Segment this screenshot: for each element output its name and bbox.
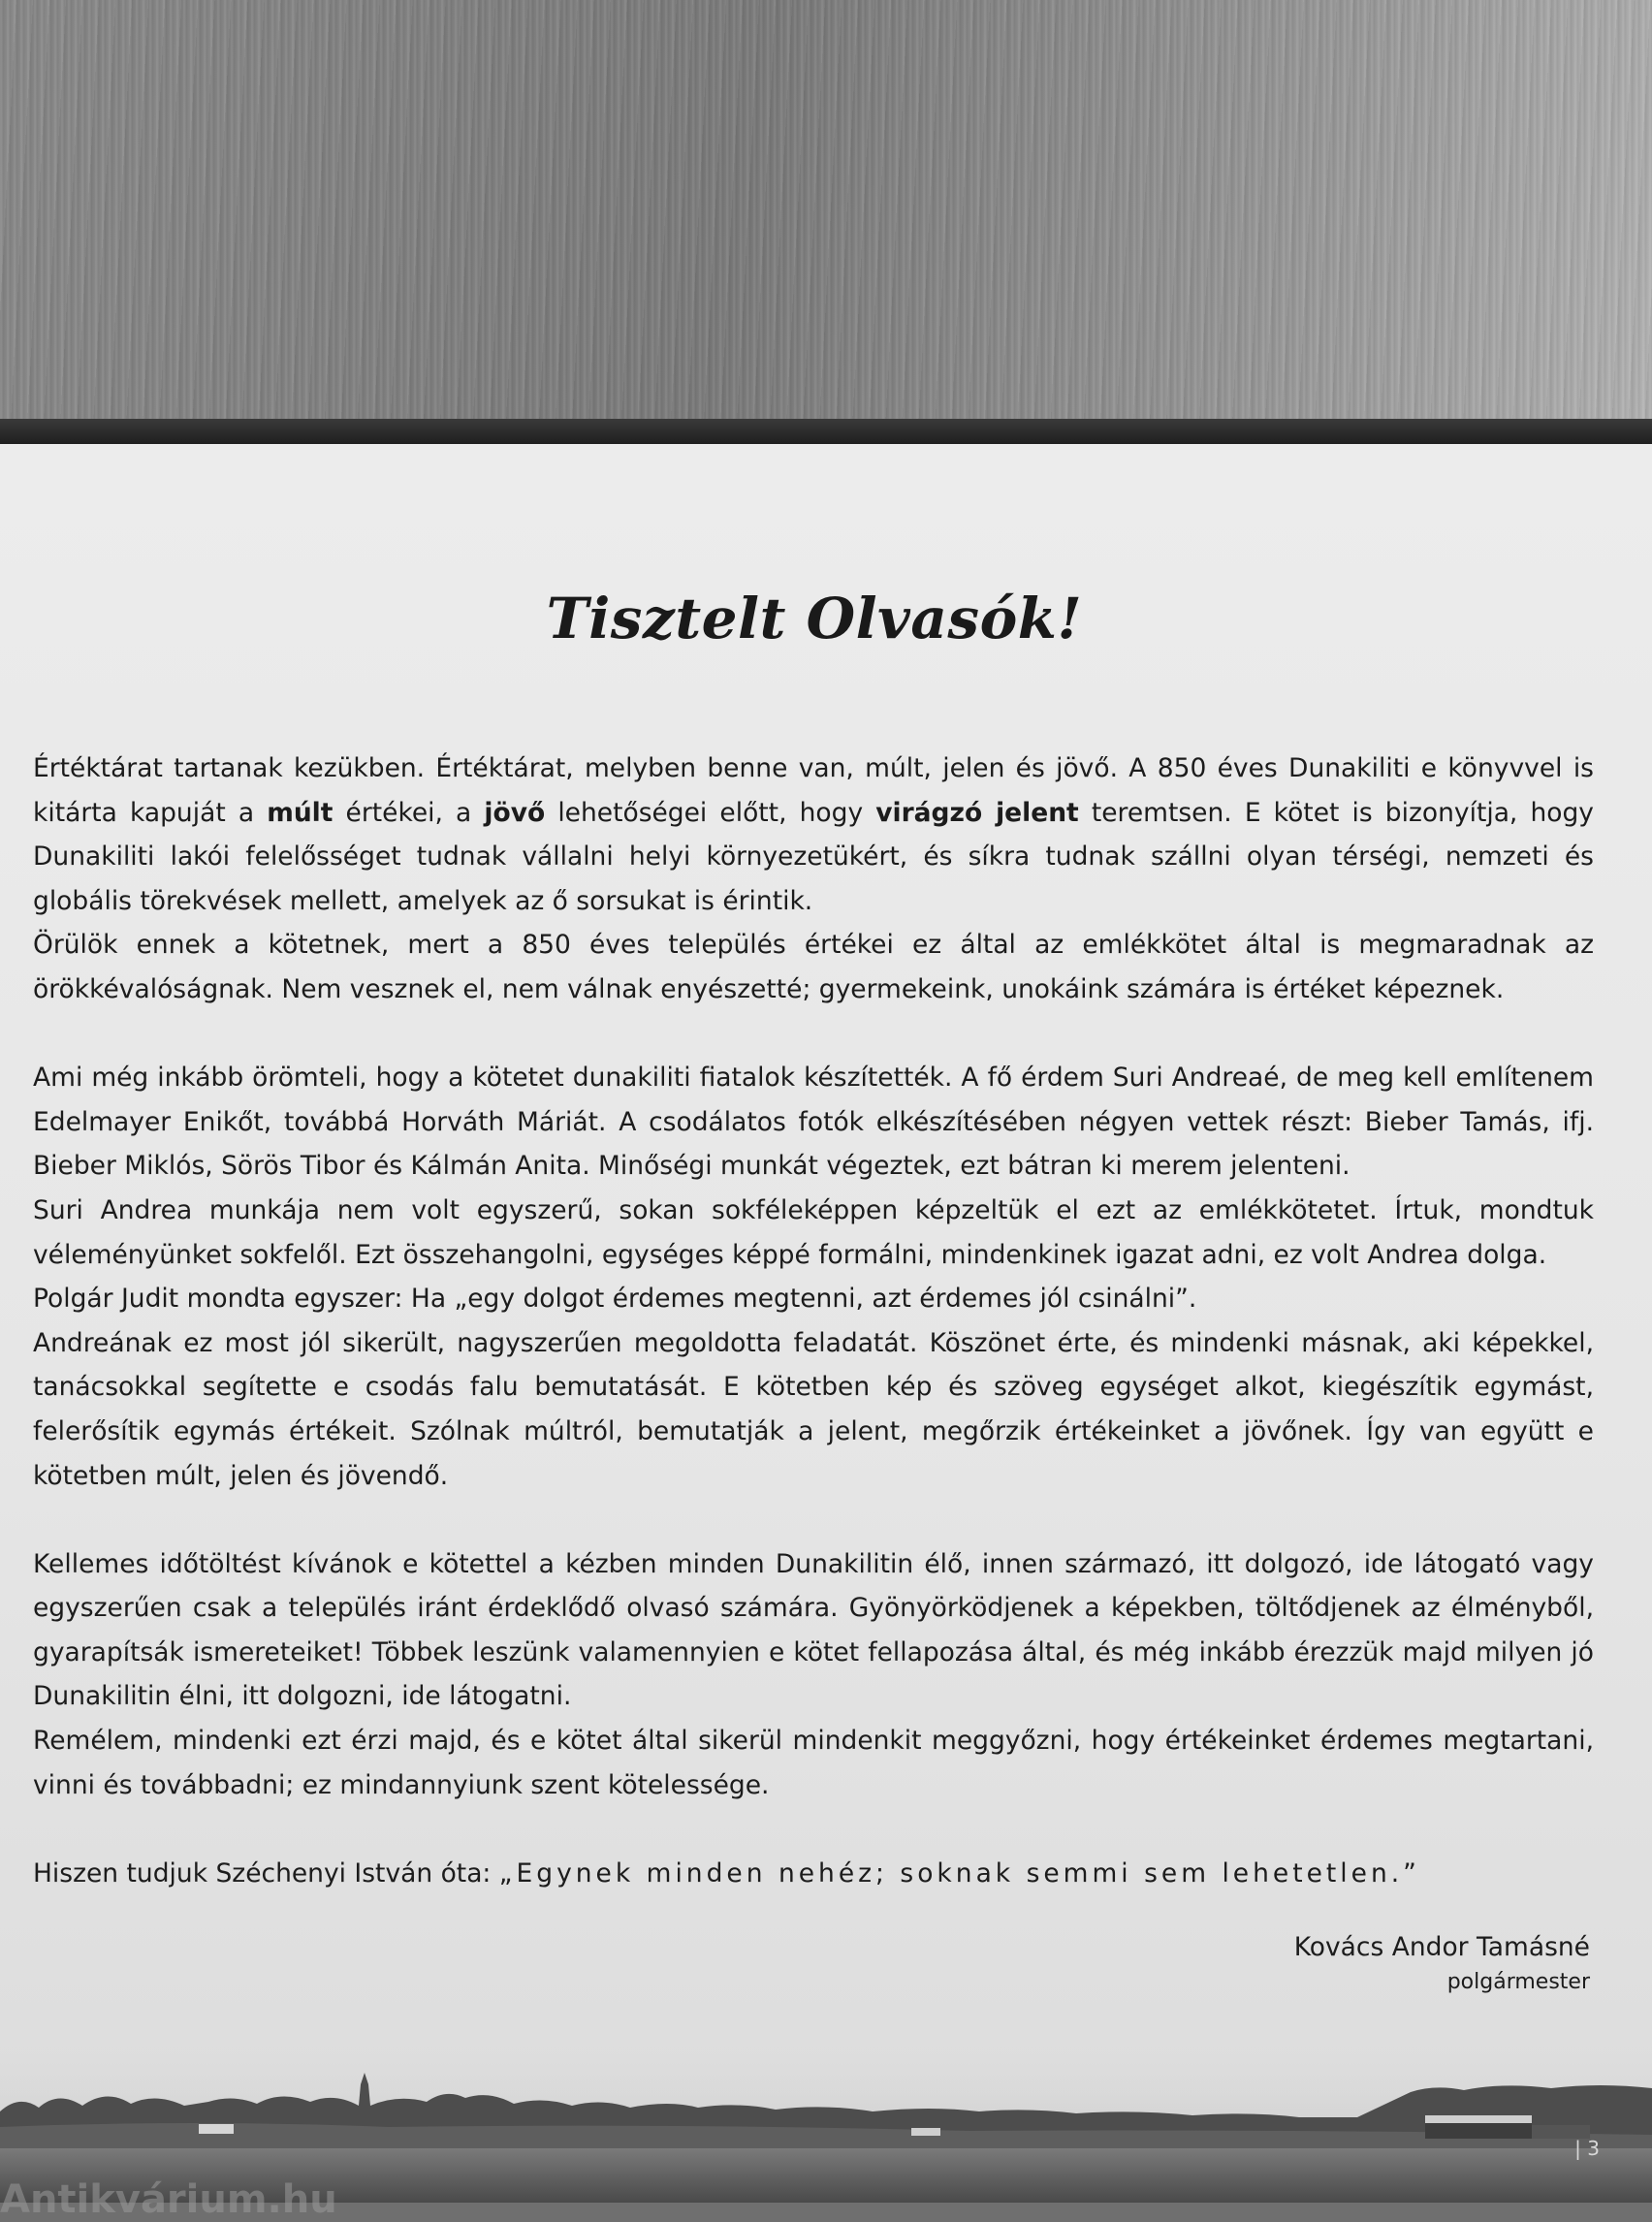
paragraph-1: Értéktárat tartanak kezükben. Értéktárat, melyben benne van, múlt, jelen és jövő. A 850 éves Dunakiliti e könyvvel is kitárta kapuját a múlt értékei, a jövő lehetőségei előtt, hogy virágzó jelent teremtsen. E kötet is bizonyítja, hogy Dunakiliti lakói felelősséget tudnak vállalni helyi környezetükért, és síkra tudnak szállni olyan térségi, nemzeti és globális törekvések mellett, amelyek az ő sorsukat is érintik. (33, 753, 1594, 916)
emphasis-jovo: jövő (484, 797, 546, 828)
signature-role: polgármester (1446, 1970, 1590, 1994)
paragraph-gap (33, 1807, 1594, 1852)
emphasis-mult: múlt (267, 797, 334, 828)
emphasis-virago-jelent: virágzó jelent (875, 797, 1079, 828)
watermark-text: Antikvárium.hu (0, 2177, 337, 2222)
signature-block (1294, 1927, 1590, 1997)
paragraph-3: Ami még inkább örömteli, hogy a kötetet dunakiliti fiatalok készítették. A fő érdem Suri Andreaé, de meg kell említenem Edelmayer Enikőt, továbbá Horváth Máriát. A csodálatos fotók elkészítésében négyen vettek részt: Bieber Tamás, ifj. Bieber Miklós, Sörös Tibor és Kálmán Anita. Minőségi munkát végeztek, ezt bátran ki merem jelenteni. (33, 1063, 1594, 1182)
paragraph-4: Suri Andrea munkája nem volt egyszerű, sokan sokféleképpen képzeltük el ezt az emlékkötetet. Írtuk, mondtuk véleményünket sokfelől. Ezt összehangolni, egységes képpé formálni, mindenkinek igazat adni, ez volt Andrea dolga. (33, 1194, 1594, 1270)
page-title: Tisztelt Olvasók! (546, 586, 1083, 651)
paragraph-9: Hiszen tudjuk Széchenyi István óta: „Egynek minden nehéz; soknak semmi sem lehetetlen.” (33, 1857, 1420, 1889)
paragraph-8: Remélem, mindenki ezt érzi majd, és e kötet által sikerül mindenkit meggyőzni, hogy értékeinket érdemes megtartani, vinni és továbbadni; ez mindannyiunk szent kötelessége. (33, 1726, 1594, 1800)
page-edge-shadow (0, 419, 1652, 446)
paragraph-2: Örülök ennek a kötetnek, mert a 850 éves település értékei ez által az emlékkötet által is megmaradnak az örökkévalóságnak. Nem vesznek el, nem válnak enyészetté; gyermekeink, unokáink számára is értéket képeznek. (33, 930, 1594, 1004)
paragraph-gap (33, 1012, 1594, 1057)
page-number: | 3 (1574, 2137, 1600, 2160)
paragraph-7: Kellemes időtöltést kívánok e kötettel a kézben minden Dunakilitin élő, innen származó, itt dolgozó, ide látogató vagy egyszerűen csak a település iránt érdeklődő olvasó számára. Gyönyörködjenek a képekben, töltődjenek az élményből, gyarapítsák ismereteiket! Többek leszünk valamennyien e kötet fellapozása által, és még inkább érezzük majd milyen jó Dunakilitin élni, itt dolgozni, ide látogatni. (33, 1548, 1594, 1712)
paragraph-6: Andreának ez most jól sikerült, nagyszerűen megoldotta feladatát. Köszönet érte, és mindenki másnak, aki képekkel, tanácsokkal segítette e csodás falu bemutatását. E kötetben kép és szöveg egységet alkot, kiegészítik egymást, felerősítik egymás értékeit. Szólnak múltról, bemutatják a jelent, megőrzik értékeinket a jövőnek. Így van együtt e kötetben múlt, jelen és jövendő. (33, 1327, 1594, 1491)
paragraph-gap (33, 1498, 1594, 1542)
letter-body (33, 746, 1594, 1895)
wooden-desk-background (0, 0, 1652, 436)
book-page (0, 444, 1652, 2203)
signature-name: Kovács Andor Tamásné (1293, 1932, 1590, 1962)
paragraph-5: Polgár Judit mondta egyszer: Ha „egy dolgot érdemes megtenni, azt érdemes jól csinálni”. (33, 1284, 1197, 1315)
szechenyi-quote: „Egynek minden nehéz; soknak semmi sem lehetetlen.” (498, 1857, 1420, 1889)
